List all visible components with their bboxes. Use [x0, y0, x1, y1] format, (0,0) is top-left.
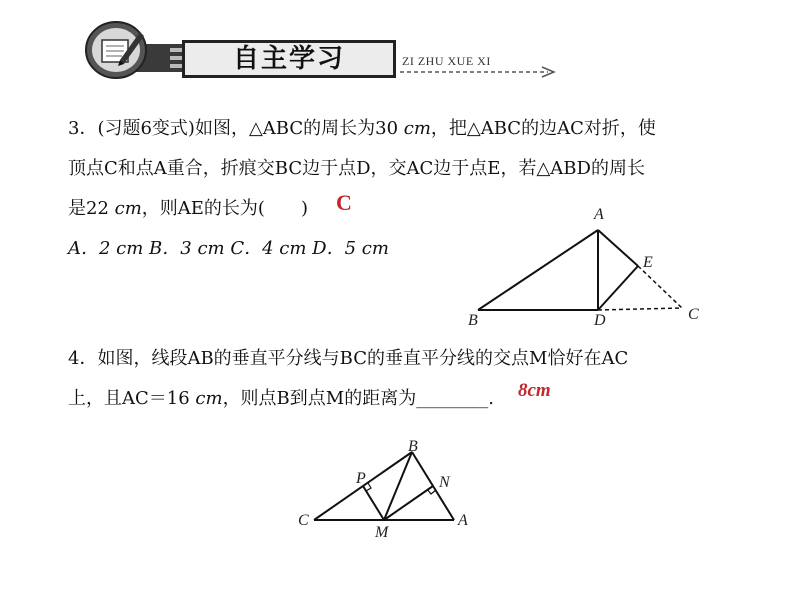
- segment-de: [598, 266, 638, 310]
- q4-answer-blank: ________: [416, 388, 489, 409]
- q4-label-c: C: [298, 512, 309, 529]
- q3-line-1: [68, 116, 656, 142]
- q3-text: ，则AE的长为( ): [141, 198, 308, 219]
- q4-answer: 8cm: [518, 380, 551, 401]
- q3-unit: cm: [403, 118, 431, 139]
- q4-label-p: P: [356, 470, 366, 487]
- segment-ae: [598, 230, 638, 266]
- q3-label-d: D: [594, 312, 606, 329]
- q3-label-a: A: [594, 206, 604, 223]
- q4-text: 上，且AC＝16: [68, 388, 196, 409]
- q3-line-3: [68, 196, 308, 222]
- segment-dc-dashed: [598, 308, 682, 310]
- q4-line-2: [68, 386, 494, 412]
- q3-line-2: 顶点C和点A重合，折痕交BC边于点D，交AC边于点E，若△ABD的周长: [68, 158, 645, 179]
- section-subtitle: ZI ZHU XUE XI: [402, 54, 491, 68]
- arrow-right-icon: [398, 66, 564, 80]
- q4-line-1: 4．如图，线段AB的垂直平分线与BC的垂直平分线的交点M恰好在AC: [68, 348, 629, 369]
- q4-text: ，则点B到点M的距离为: [222, 388, 417, 409]
- q4-label-n: N: [439, 474, 450, 491]
- q3-text: ，把△ABC的边AC对折，使: [430, 118, 656, 139]
- q4-unit: cm: [195, 388, 223, 409]
- q3-text: 是22: [68, 198, 115, 219]
- q3-options: A．2 cm B．3 cm C．4 cm D．5 cm: [68, 238, 389, 259]
- q3-label-e: E: [643, 254, 653, 271]
- pen-notebook-icon: [82, 18, 150, 82]
- segment-ab: [478, 230, 598, 310]
- q3-text: 3．(习题6变式)如图，△ABC的周长为30: [68, 118, 404, 139]
- q4-triangle-figure: [300, 430, 480, 530]
- q4-label-m: M: [375, 524, 389, 541]
- q4-label-a: A: [458, 512, 468, 529]
- q3-label-b: B: [468, 312, 478, 329]
- q3-unit: cm: [114, 198, 142, 219]
- q3-answer: C: [336, 190, 352, 215]
- q4-period: .: [488, 388, 494, 409]
- section-title: 自主学习: [182, 40, 396, 78]
- segment-ec-dashed: [638, 266, 682, 308]
- q3-label-c: C: [688, 306, 699, 323]
- q4-label-b: B: [408, 438, 418, 455]
